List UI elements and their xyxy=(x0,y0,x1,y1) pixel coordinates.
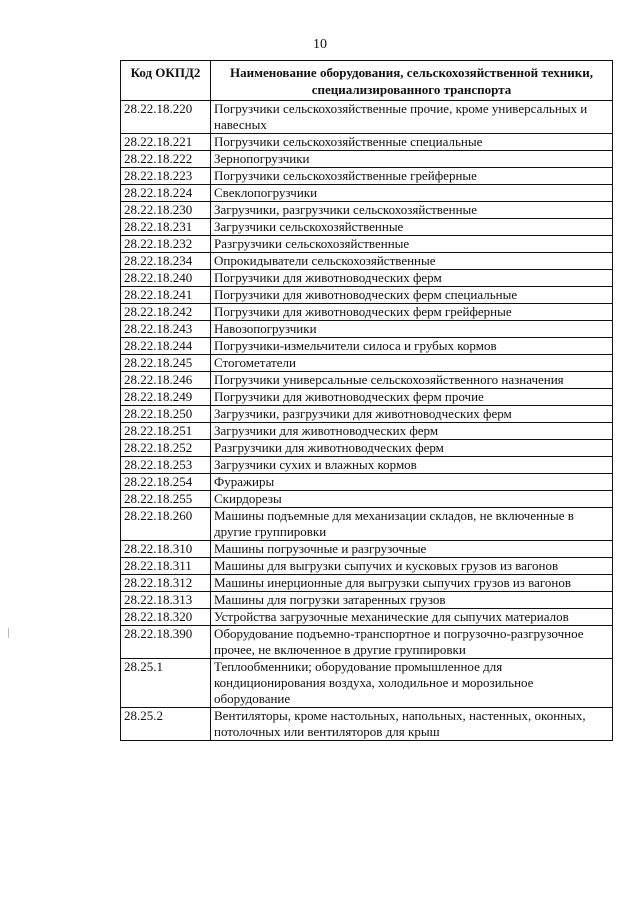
equipment-name-cell: Зернопогрузчики xyxy=(211,151,613,168)
equipment-name-cell: Погрузчики-измельчители силоса и грубых кормов xyxy=(211,338,613,355)
table-row xyxy=(121,659,613,708)
okpd2-code-cell: 28.22.18.251 xyxy=(121,423,211,440)
okpd2-code-cell: 28.22.18.240 xyxy=(121,270,211,287)
okpd2-code-cell: 28.22.18.244 xyxy=(121,338,211,355)
equipment-name-cell: Загрузчики сухих и влажных кормов xyxy=(211,457,613,474)
okpd2-code-cell: 28.22.18.312 xyxy=(121,575,211,592)
equipment-name-cell: Скирдорезы xyxy=(211,491,613,508)
equipment-name-cell: Машины подъемные для механизации складов, не включенные в другие группировки xyxy=(211,508,613,541)
table-row xyxy=(121,134,613,151)
okpd2-code-cell: 28.22.18.260 xyxy=(121,508,211,541)
equipment-name-cell: Погрузчики сельскохозяйственные грейферные xyxy=(211,168,613,185)
equipment-name-cell: Загрузчики, разгрузчики для животноводческих ферм xyxy=(211,406,613,423)
okpd2-code-cell: 28.22.18.242 xyxy=(121,304,211,321)
okpd2-code-cell: 28.22.18.311 xyxy=(121,558,211,575)
table-row xyxy=(121,321,613,338)
equipment-name-cell: Оборудование подъемно-транспортное и погрузочно-разгрузочное прочее, не включенное в другие группировки xyxy=(211,626,613,659)
table-row xyxy=(121,151,613,168)
table-row xyxy=(121,219,613,236)
table-row xyxy=(121,592,613,609)
column-header-name: Наименование оборудования, сельскохозяйственной техники, специализированного транспорта xyxy=(211,61,613,101)
equipment-name-cell: Загрузчики, разгрузчики сельскохозяйственные xyxy=(211,202,613,219)
table-body xyxy=(121,101,613,741)
equipment-name-cell: Загрузчики сельскохозяйственные xyxy=(211,219,613,236)
okpd2-code-cell: 28.22.18.221 xyxy=(121,134,211,151)
table-row xyxy=(121,202,613,219)
equipment-name-cell: Опрокидыватели сельскохозяйственные xyxy=(211,253,613,270)
table-row xyxy=(121,457,613,474)
okpd2-code-cell: 28.22.18.232 xyxy=(121,236,211,253)
okpd2-code-cell: 28.25.2 xyxy=(121,708,211,741)
table-row xyxy=(121,708,613,741)
table-row xyxy=(121,338,613,355)
table-row xyxy=(121,508,613,541)
okpd2-code-cell: 28.22.18.234 xyxy=(121,253,211,270)
equipment-name-cell: Устройства загрузочные механические для сыпучих материалов xyxy=(211,609,613,626)
okpd2-code-cell: 28.22.18.222 xyxy=(121,151,211,168)
table-row xyxy=(121,168,613,185)
table-row xyxy=(121,236,613,253)
table-row xyxy=(121,406,613,423)
equipment-name-cell: Стогометатели xyxy=(211,355,613,372)
equipment-name-cell: Машины для выгрузки сыпучих и кусковых грузов из вагонов xyxy=(211,558,613,575)
page-number: 10 xyxy=(313,37,327,52)
okpd2-code-cell: 28.22.18.254 xyxy=(121,474,211,491)
equipment-name-cell: Разгрузчики для животноводческих ферм xyxy=(211,440,613,457)
okpd2-code-cell: 28.22.18.255 xyxy=(121,491,211,508)
equipment-name-cell: Машины погрузочные и разгрузочные xyxy=(211,541,613,558)
okpd2-code-cell: 28.22.18.245 xyxy=(121,355,211,372)
equipment-name-cell: Фуражиры xyxy=(211,474,613,491)
equipment-name-cell: Разгрузчики сельскохозяйственные xyxy=(211,236,613,253)
table-row xyxy=(121,287,613,304)
equipment-name-cell: Навозопогрузчики xyxy=(211,321,613,338)
okpd2-code-cell: 28.22.18.223 xyxy=(121,168,211,185)
table-row xyxy=(121,474,613,491)
okpd2-code-cell: 28.22.18.220 xyxy=(121,101,211,134)
equipment-name-cell: Теплообменники; оборудование промышленное для кондиционирования воздуха, холодильное и морозильное оборудование xyxy=(211,659,613,708)
table-row xyxy=(121,423,613,440)
okpd2-code-cell: 28.22.18.230 xyxy=(121,202,211,219)
okpd2-equipment-table xyxy=(120,60,613,741)
okpd2-code-cell: 28.22.18.241 xyxy=(121,287,211,304)
okpd2-code-cell: 28.22.18.253 xyxy=(121,457,211,474)
equipment-name-cell: Загрузчики для животноводческих ферм xyxy=(211,423,613,440)
table-row xyxy=(121,101,613,134)
table-row xyxy=(121,185,613,202)
equipment-name-cell: Машины для погрузки затаренных грузов xyxy=(211,592,613,609)
table-row xyxy=(121,372,613,389)
table-header-row xyxy=(121,61,613,101)
table-row xyxy=(121,389,613,406)
okpd2-code-cell: 28.22.18.310 xyxy=(121,541,211,558)
table-row xyxy=(121,491,613,508)
column-header-code: Код ОКПД2 xyxy=(121,61,211,101)
okpd2-code-cell: 28.22.18.250 xyxy=(121,406,211,423)
okpd2-code-cell: 28.22.18.313 xyxy=(121,592,211,609)
table-row xyxy=(121,253,613,270)
table-row xyxy=(121,575,613,592)
table-row xyxy=(121,609,613,626)
table-row xyxy=(121,558,613,575)
okpd2-code-cell: 28.22.18.231 xyxy=(121,219,211,236)
equipment-name-cell: Вентиляторы, кроме настольных, напольных, настенных, оконных, потолочных или вентиляторов для крыш xyxy=(211,708,613,741)
table-row xyxy=(121,270,613,287)
okpd2-code-cell: 28.22.18.224 xyxy=(121,185,211,202)
equipment-name-cell: Погрузчики универсальные сельскохозяйственного назначения xyxy=(211,372,613,389)
okpd2-code-cell: 28.22.18.243 xyxy=(121,321,211,338)
margin-mark xyxy=(8,628,9,638)
equipment-name-cell: Погрузчики сельскохозяйственные прочие, кроме универсальных и навесных xyxy=(211,101,613,134)
okpd2-code-cell: 28.22.18.252 xyxy=(121,440,211,457)
table-row xyxy=(121,440,613,457)
okpd2-code-cell: 28.22.18.246 xyxy=(121,372,211,389)
table-row xyxy=(121,541,613,558)
equipment-name-cell: Машины инерционные для выгрузки сыпучих грузов из вагонов xyxy=(211,575,613,592)
equipment-name-cell: Погрузчики для животноводческих ферм грейферные xyxy=(211,304,613,321)
okpd2-code-cell: 28.22.18.249 xyxy=(121,389,211,406)
equipment-name-cell: Погрузчики для животноводческих ферм специальные xyxy=(211,287,613,304)
okpd2-code-cell: 28.22.18.390 xyxy=(121,626,211,659)
table-row xyxy=(121,304,613,321)
table-row xyxy=(121,626,613,659)
equipment-name-cell: Погрузчики сельскохозяйственные специальные xyxy=(211,134,613,151)
okpd2-code-cell: 28.25.1 xyxy=(121,659,211,708)
equipment-name-cell: Свеклопогрузчики xyxy=(211,185,613,202)
equipment-name-cell: Погрузчики для животноводческих ферм прочие xyxy=(211,389,613,406)
equipment-name-cell: Погрузчики для животноводческих ферм xyxy=(211,270,613,287)
table-row xyxy=(121,355,613,372)
okpd2-code-cell: 28.22.18.320 xyxy=(121,609,211,626)
